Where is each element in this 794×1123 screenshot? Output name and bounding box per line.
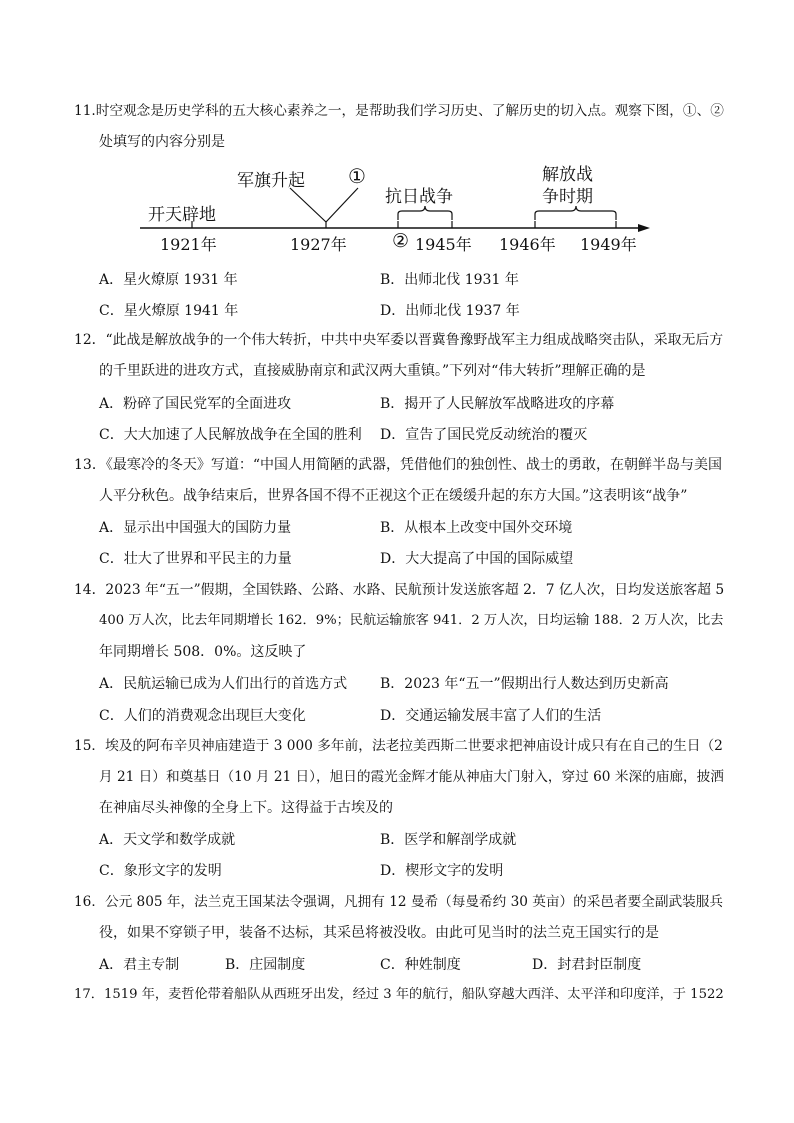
timeline-figure [130, 158, 660, 258]
q15-stem-line3: 在神庙尽头神像的全身上下。这得益于古埃及的 [99, 800, 393, 816]
q13-option-c: C．壮大了世界和平民主的力量 [99, 551, 292, 567]
q16-option-d: D．封君封臣制度 [532, 957, 642, 973]
q15-option-a: A．天文学和数学成就 [99, 832, 236, 848]
year-1949: 1949年 [580, 235, 637, 254]
q13-option-b: B．从根本上改变中国外交环境 [380, 520, 573, 536]
q15-option-c: C．象形文字的发明 [99, 863, 222, 879]
q14-option-c: C．人们的消费观念出现巨大变化 [99, 708, 306, 724]
year-1945: 1945年 [415, 235, 472, 254]
q14-option-b: B．2023 年“五一”假期出行人数达到历史新高 [380, 676, 669, 692]
q13-stem-line2: 人平分秋色。战争结束后，世界各国不得不正视这个正在缓缓升起的东方大国。”这表明该“战争” [99, 488, 688, 504]
label-jiefang-line1: 解放战 [542, 165, 593, 185]
label-junqi: 军旗升起 [237, 171, 305, 191]
q12-option-d: D．宣告了国民党反动统治的覆灭 [380, 427, 588, 443]
timeline-arrowhead [638, 224, 650, 232]
q11-option-c: C．星火燎原 1941 年 [99, 303, 239, 319]
kangri-brace [398, 206, 452, 220]
year-1927: 1927年 [290, 235, 347, 254]
jiefang-brace [535, 206, 616, 220]
q16-option-b: B．庄园制度 [225, 957, 306, 973]
label-kaitian: 开天辟地 [148, 205, 216, 225]
q15-option-b: B．医学和解剖学成就 [380, 832, 517, 848]
q16-stem-line2: 役，如果不穿锁子甲，装备不达标，其采邑将被没收。由此可见当时的法兰克王国实行的是 [99, 925, 659, 941]
marker1-pointer [326, 188, 358, 222]
q12-option-b: B．揭开了人民解放军战略进攻的序幕 [380, 396, 615, 412]
label-jiefang-line2: 争时期 [542, 187, 593, 207]
label-kangri: 抗日战争 [385, 187, 453, 207]
q12-stem-line2: 的千里跃进的进攻方式，直接威胁南京和武汉两大重镇。”下列对“伟大转折”理解正确的是 [99, 363, 646, 379]
q13-option-d: D．大大提高了中国的国际威望 [380, 551, 574, 567]
marker-2: ② [392, 230, 410, 252]
q11-option-a: A．星火燎原 1931 年 [99, 272, 238, 288]
q11-stem-line2: 处填写的内容分别是 [99, 134, 225, 150]
junqi-pointer [290, 188, 326, 222]
q15-option-d: D．楔形文字的发明 [380, 863, 504, 879]
q11-option-b: B．出师北伐 1931 年 [380, 272, 519, 288]
q11-stem-line1: 11.时空观念是历史学科的五大核心素养之一，是帮助我们学习历史、了解历史的切入点。观察下图，①、② [74, 103, 724, 119]
q12-stem-line1: 12．“此战是解放战争的一个伟大转折，中共中央军委以晋冀鲁豫野战军主力组成战略突击队，采取无后方 [74, 332, 724, 348]
q14-stem-line3: 年同期增长 508．0%。这反映了 [99, 644, 307, 660]
q16-option-a: A．君主专制 [99, 957, 180, 973]
q13-option-a: A．显示出中国强大的国防力量 [99, 520, 292, 536]
q15-stem-line1: 15．埃及的阿布辛贝神庙建造于 3 000 多年前，法老拉美西斯二世要求把神庙设计成只有在自己的生日（2 [74, 738, 723, 754]
q17-stem-line1: 17．1519 年，麦哲伦带着船队从西班牙出发，经过 3 年的航行，船队穿越大西洋、太平洋和印度洋，于 1522 [74, 987, 724, 1002]
q16-option-c: C．种姓制度 [380, 957, 461, 973]
q12-option-c: C．大大加速了人民解放战争在全国的胜利 [99, 427, 362, 443]
q12-option-a: A．粉碎了国民党军的全面进攻 [99, 396, 292, 412]
q13-stem-line1: 13．《最寒冷的冬天》写道：“中国人用简陋的武器，凭借他们的独创性、战士的勇敢，在朝鲜半岛与美国 [74, 457, 722, 473]
q14-option-d: D．交通运输发展丰富了人们的生活 [380, 708, 602, 724]
marker-1: ① [348, 164, 366, 188]
q14-stem-line2: 400 万人次，比去年同期增长 162．9%；民航运输旅客 941．2 万人次，日均运输 188．2 万人次，比去 [99, 613, 724, 628]
q16-stem-line1: 16．公元 805 年，法兰克王国某法令强调，凡拥有 12 曼希（每曼希约 30 英亩）的采邑者要全副武装服兵 [74, 894, 724, 910]
q11-option-d: D．出师北伐 1937 年 [380, 303, 520, 319]
year-1946: 1946年 [499, 235, 556, 254]
q14-option-a: A．民航运输已成为人们出行的首选方式 [99, 676, 348, 692]
year-1921: 1921年 [160, 235, 217, 254]
q14-stem-line1: 14．2023 年“五一”假期，全国铁路、公路、水路、民航预计发送旅客超 2．7 亿人次，日均发送旅客超 5 [74, 582, 725, 598]
q15-stem-line2: 月 21 日）和奠基日（10 月 21 日），旭日的霞光金辉才能从神庙大门射入，穿过 60 米深的庙廊，披洒 [99, 769, 724, 785]
